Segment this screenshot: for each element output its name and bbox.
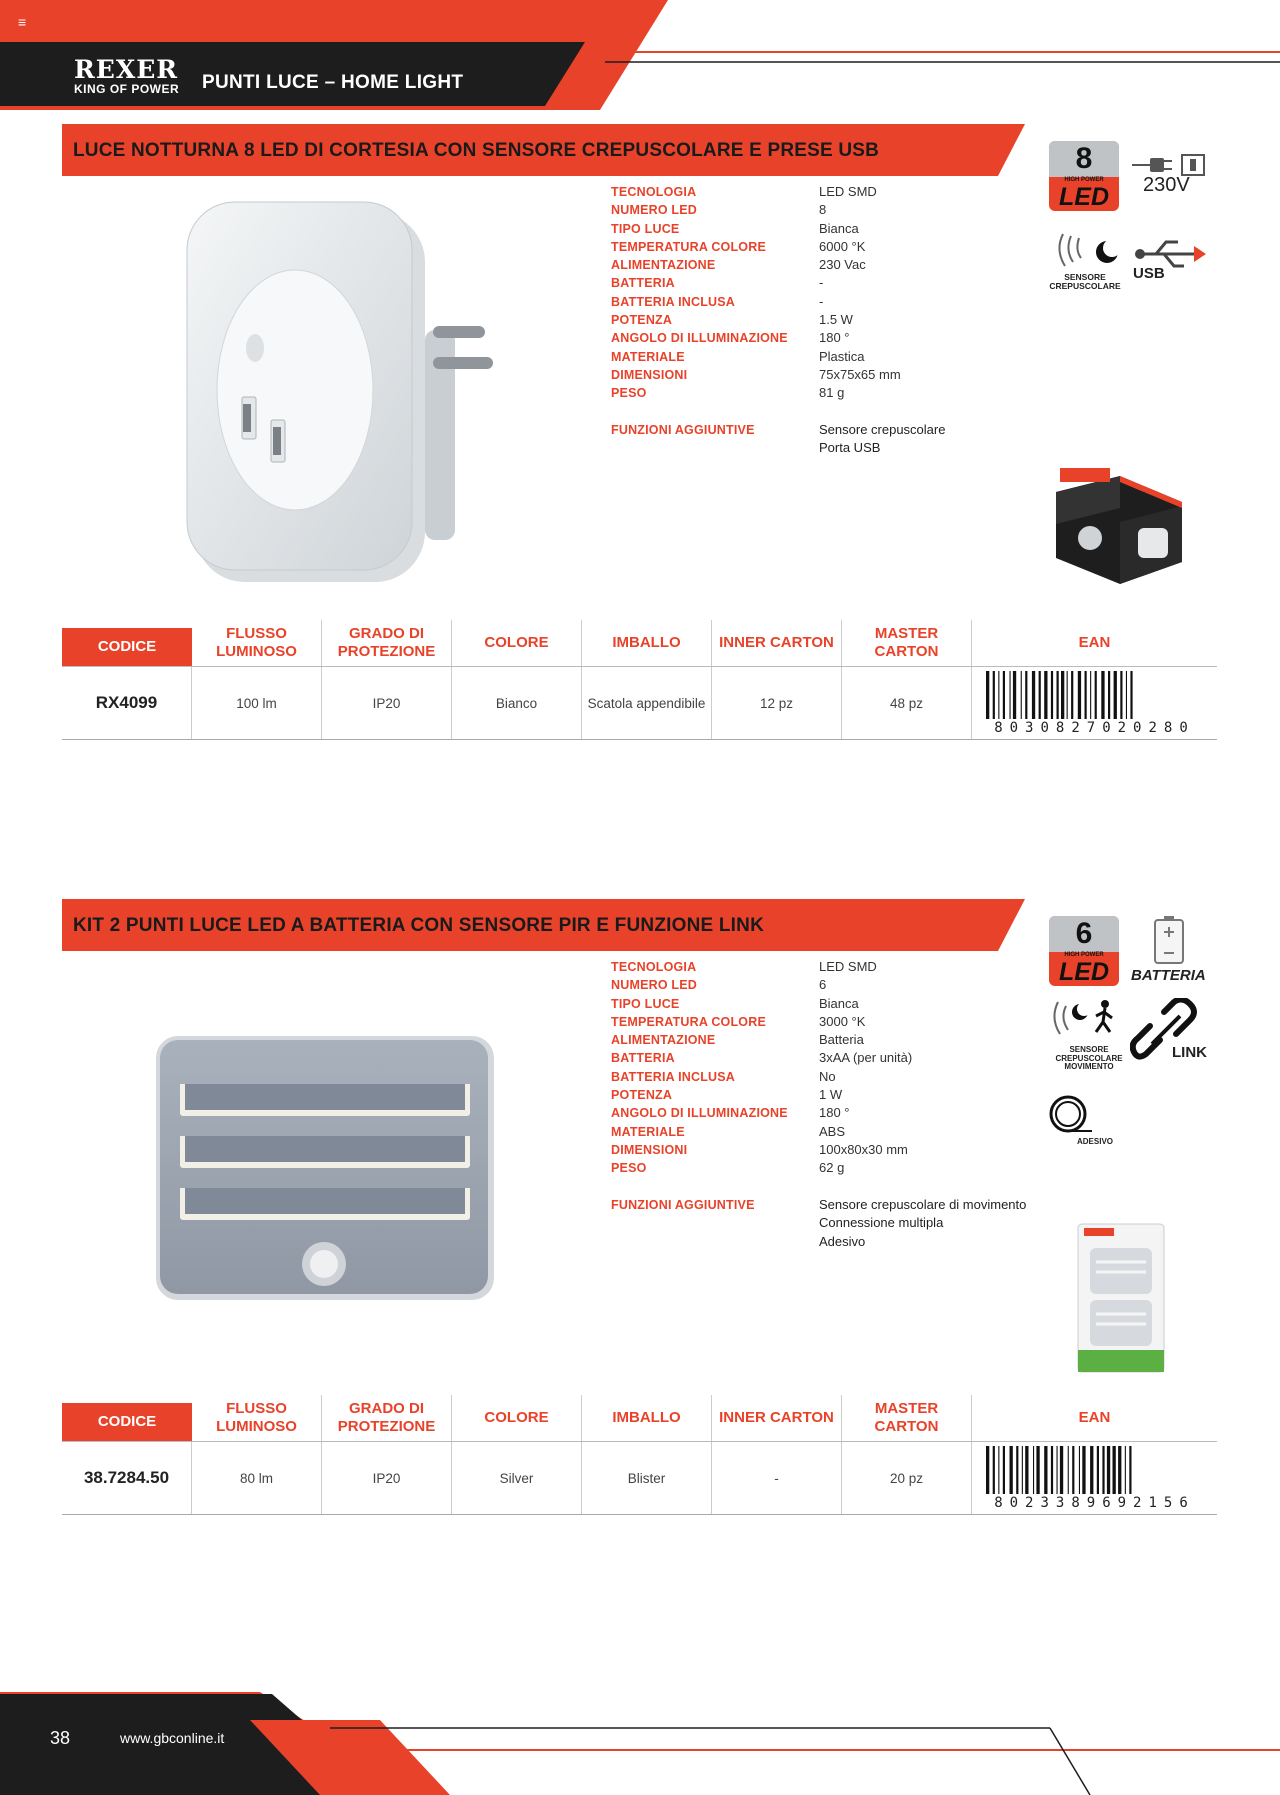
barcode-bar: [992, 1446, 994, 1494]
spec-value: Plastica: [819, 348, 865, 364]
spec-value: 75x75x65 mm: [819, 366, 901, 382]
led-count: 6: [1075, 917, 1093, 950]
product-title-2: KIT 2 PUNTI LUCE LED A BATTERIA CON SENSORE PIR E FUNZIONE LINK: [73, 915, 764, 936]
barcode-bar: [986, 671, 989, 719]
spec-label: TIPO LUCE: [611, 996, 680, 1011]
spec-value: 6000 °K: [819, 238, 866, 254]
barcode-image: [982, 1446, 1208, 1494]
col-header: IMBALLO: [582, 620, 712, 666]
spec-value: 62 g: [819, 1160, 845, 1176]
barcode-bar: [1012, 671, 1015, 719]
spec-value: Bianca: [819, 995, 859, 1011]
motion-sensor-icon: [1050, 998, 1122, 1044]
col-header: GRADO DI PROTEZIONE: [322, 620, 452, 666]
barcode-bar: [1009, 671, 1010, 719]
barcode-bar: [1050, 1446, 1052, 1494]
spec-row: [611, 311, 1041, 329]
product-image-1: [185, 200, 505, 590]
spec-value: 180 °: [819, 330, 850, 346]
barcode-bar: [1072, 1446, 1074, 1494]
spec-row: [611, 293, 1041, 311]
battery-icon: [1152, 915, 1186, 965]
motion-sensor-label: SENSORE CREPUSCOLARE MOVIMENTO: [1055, 1045, 1123, 1071]
spec-row: [611, 220, 1041, 238]
barcode-bar: [992, 671, 994, 719]
spec-label: MATERIALE: [611, 349, 685, 364]
barcode-bar: [1016, 1446, 1018, 1494]
spec-label: BATTERIA INCLUSA: [611, 1069, 736, 1084]
led-sub: HIGH POWER: [1064, 177, 1104, 183]
spec-label: ALIMENTAZIONE: [611, 1033, 716, 1048]
spec-value: 180 °: [819, 1105, 850, 1121]
led-sub: HIGH POWER: [1064, 952, 1104, 958]
spec-row: [611, 348, 1041, 366]
brand-tagline: KING OF POWER: [74, 82, 180, 96]
package-image-2: [1076, 1222, 1166, 1374]
spec-row: [611, 256, 1041, 274]
spec-label: POTENZA: [611, 313, 673, 328]
col-header: FLUSSO LUMINOSO: [192, 620, 322, 666]
battery-label: BATTERIA: [1131, 967, 1206, 984]
barcode-bar: [1044, 1446, 1047, 1494]
col-header: GRADO DI PROTEZIONE: [322, 1395, 452, 1441]
spec-label: ANGOLO DI ILLUMINAZIONE: [611, 1106, 788, 1121]
spec-row: [611, 1141, 1041, 1159]
brand-logo: [74, 55, 180, 96]
spec-label: NUMERO LED: [611, 203, 698, 218]
cell-colore: Silver: [452, 1442, 582, 1514]
barcode-bar: [1090, 671, 1091, 719]
barcode-bar: [1130, 671, 1132, 719]
barcode-bar: [1124, 1446, 1125, 1494]
barcode-bar: [998, 671, 999, 719]
spec-row: [611, 1068, 1041, 1086]
spec-label: PESO: [611, 386, 647, 401]
spec-value: 3xAA (per unità): [819, 1050, 913, 1066]
cell-flusso: 80 lm: [192, 1442, 322, 1514]
barcode-bar: [1102, 1446, 1104, 1494]
extra-label: FUNZIONI AGGIUNTIVE: [611, 1198, 755, 1212]
spec-row: [611, 1013, 1041, 1031]
usb-label: USB: [1133, 265, 1165, 282]
product-table-1: [62, 620, 1217, 740]
spec-label: TECNOLOGIA: [611, 185, 697, 199]
spec-value: ABS: [819, 1123, 846, 1139]
barcode-bar: [1056, 1446, 1057, 1494]
barcode-bar: [1120, 671, 1122, 719]
spec-value: LED SMD: [819, 959, 877, 974]
cell-imballo: Scatola appendibile: [582, 667, 712, 739]
col-header: INNER CARTON: [712, 1395, 842, 1441]
spec-row: [611, 384, 1041, 402]
barcode-bar: [1009, 1446, 1012, 1494]
product-table-2: [62, 1395, 1217, 1515]
spec-value: 8: [819, 202, 827, 218]
col-header: CODICE: [62, 1403, 192, 1441]
led-badge-2: [1048, 915, 1120, 987]
spec-label: PESO: [611, 1161, 647, 1176]
col-header: MASTER CARTON: [842, 1395, 972, 1441]
spec-row: [611, 366, 1041, 384]
spec-value: 230 Vac: [819, 257, 866, 273]
ean-cell: [972, 667, 1217, 739]
col-header: COLORE: [452, 1395, 582, 1441]
menu-icon[interactable]: ≡: [18, 14, 27, 30]
spec-label: DIMENSIONI: [611, 1142, 688, 1157]
barcode-bar: [1090, 1446, 1093, 1494]
spec-row: [611, 1086, 1041, 1104]
extra-label: FUNZIONI AGGIUNTIVE: [611, 423, 755, 437]
barcode-bar: [1077, 671, 1080, 719]
spec-row: [611, 201, 1041, 219]
spec-label: TEMPERATURA COLORE: [611, 239, 766, 254]
table-header-row: [62, 1395, 1217, 1442]
barcode-bar: [1038, 671, 1040, 719]
spec-row: [611, 995, 1041, 1013]
voltage-label: 230V: [1143, 174, 1190, 196]
spec-label: BATTERIA INCLUSA: [611, 294, 736, 309]
barcode-bar: [1025, 1446, 1028, 1494]
product-image-2: [152, 1032, 497, 1304]
spec-row: [611, 329, 1041, 347]
page-title: PUNTI LUCE – HOME LIGHT: [202, 72, 464, 93]
barcode-bar: [1059, 1446, 1062, 1494]
barcode-bar: [1066, 671, 1067, 719]
spec-label: TECNOLOGIA: [611, 960, 697, 974]
extra-item: Sensore crepuscolare: [819, 422, 946, 437]
spec-row: [611, 976, 1041, 994]
barcode-bar: [1061, 671, 1064, 719]
spec-label: BATTERIA: [611, 276, 675, 291]
cell-master: 20 pz: [842, 1442, 972, 1514]
spec-row: [611, 238, 1041, 256]
barcode-bar: [1044, 671, 1047, 719]
barcode-bar: [1071, 671, 1073, 719]
spec-row: [611, 1123, 1041, 1141]
spec-label: POTENZA: [611, 1088, 673, 1103]
cell-grado: IP20: [322, 1442, 452, 1514]
barcode-bar: [1078, 1446, 1079, 1494]
spec-row: [611, 1159, 1041, 1177]
col-header: CODICE: [62, 628, 192, 666]
barcode-bar: [1084, 671, 1086, 719]
barcode-image: [982, 671, 1208, 719]
extra-functions-1: [611, 421, 1071, 458]
page-number: 38: [50, 1728, 71, 1748]
spec-value: 1 W: [819, 1087, 843, 1103]
spec-value: 100x80x30 mm: [819, 1141, 908, 1157]
spec-label: MATERIALE: [611, 1124, 685, 1139]
spec-value: -: [819, 275, 824, 291]
spec-row: [611, 1031, 1041, 1049]
led-count: 8: [1075, 142, 1093, 175]
brand-name: REXER: [74, 55, 179, 84]
product-code: RX4099: [62, 667, 192, 739]
barcode-bar: [1033, 1446, 1034, 1494]
col-header: INNER CARTON: [712, 620, 842, 666]
footer-url[interactable]: www.gbconline.it: [120, 1730, 225, 1746]
led-badge-1: [1048, 140, 1120, 212]
cell-inner: 12 pz: [712, 667, 842, 739]
cell-master: 48 pz: [842, 667, 972, 739]
spec-value: No: [819, 1068, 836, 1084]
spec-row: [611, 1049, 1041, 1067]
spec-value: 1.5 W: [819, 312, 853, 328]
barcode-bar: [1002, 671, 1004, 719]
ean-number: 8030827020280: [994, 719, 1195, 736]
col-header: IMBALLO: [582, 1395, 712, 1441]
product-title-1: LUCE NOTTURNA 8 LED DI CORTESIA CON SENSORE CREPUSCOLARE E PRESE USB: [73, 140, 880, 161]
barcode-bar: [1020, 671, 1021, 719]
adhesive-icon: [1048, 1094, 1094, 1136]
barcode-bar: [1118, 1446, 1121, 1494]
spec-label: NUMERO LED: [611, 978, 698, 993]
spec-value: 6: [819, 977, 827, 993]
cell-colore: Bianco: [452, 667, 582, 739]
spec-list-2: [611, 958, 1041, 1178]
barcode-bar: [1031, 671, 1034, 719]
spec-label: ALIMENTAZIONE: [611, 258, 716, 273]
barcode-bar: [998, 1446, 999, 1494]
package-image-1: [1050, 462, 1190, 590]
cell-inner: -: [712, 1442, 842, 1514]
spec-value: -: [819, 293, 824, 309]
led-text: LED: [1059, 958, 1109, 986]
barcode-bar: [1101, 671, 1104, 719]
barcode-bar: [1096, 1446, 1098, 1494]
spec-row: [611, 274, 1041, 292]
cell-imballo: Blister: [582, 1442, 712, 1514]
product-code: 38.7284.50: [62, 1442, 192, 1514]
extra-item: Porta USB: [819, 440, 881, 456]
spec-row: [611, 958, 1041, 976]
barcode-bar: [1108, 671, 1110, 719]
table-header-row: [62, 620, 1217, 667]
barcode-bar: [1067, 1446, 1068, 1494]
col-header: COLORE: [452, 620, 582, 666]
spec-label: DIMENSIONI: [611, 367, 688, 382]
barcode-bar: [1036, 1446, 1039, 1494]
ean-cell: [972, 1442, 1217, 1514]
barcode-bar: [1056, 671, 1058, 719]
spec-label: ANGOLO DI ILLUMINAZIONE: [611, 331, 788, 346]
table-row: [62, 667, 1217, 740]
link-label: LINK: [1172, 1044, 1207, 1061]
cell-grado: IP20: [322, 667, 452, 739]
extra-functions-2: [611, 1196, 1071, 1251]
col-header: MASTER CARTON: [842, 620, 972, 666]
spec-list-1: [611, 183, 1041, 403]
cell-flusso: 100 lm: [192, 667, 322, 739]
spec-row: [611, 183, 1041, 201]
spec-value: 81 g: [819, 385, 845, 401]
barcode-bar: [986, 1446, 989, 1494]
table-row: [62, 1442, 1217, 1515]
spec-value: Bianca: [819, 220, 859, 236]
extra-item: Sensore crepuscolare di movimento: [819, 1197, 1027, 1212]
barcode-bar: [1094, 671, 1096, 719]
adhesive-label: ADESIVO: [1077, 1137, 1114, 1146]
barcode-bar: [1025, 671, 1027, 719]
barcode-bar: [1021, 1446, 1022, 1494]
spec-label: TIPO LUCE: [611, 221, 680, 236]
extra-item: Connessione multipla: [819, 1215, 944, 1231]
spec-value: 3000 °K: [819, 1013, 866, 1029]
barcode-bar: [1129, 1446, 1131, 1494]
header-banner: [0, 0, 1280, 110]
barcode-bar: [1106, 1446, 1109, 1494]
barcode-bar: [1002, 1446, 1004, 1494]
barcode-bar: [1125, 671, 1126, 719]
barcode-bar: [1113, 671, 1116, 719]
barcode-bar: [1112, 1446, 1115, 1494]
spec-value: LED SMD: [819, 184, 877, 199]
col-header: EAN: [1078, 1409, 1111, 1426]
col-header: EAN: [1078, 634, 1111, 651]
led-text: LED: [1059, 183, 1109, 211]
barcode-bar: [1050, 671, 1052, 719]
spec-label: TEMPERATURA COLORE: [611, 1014, 766, 1029]
extra-item: Adesivo: [819, 1233, 866, 1249]
spec-row: [611, 1104, 1041, 1122]
sensor-label: SENSORE CREPUSCOLARE: [1049, 272, 1121, 291]
spec-label: BATTERIA: [611, 1051, 675, 1066]
spec-value: Batteria: [819, 1032, 864, 1048]
col-header: FLUSSO LUMINOSO: [192, 1395, 322, 1441]
ean-number: 8023389692156: [994, 1494, 1195, 1511]
twilight-sensor-icon: [1053, 228, 1123, 276]
barcode-bar: [1082, 1446, 1085, 1494]
